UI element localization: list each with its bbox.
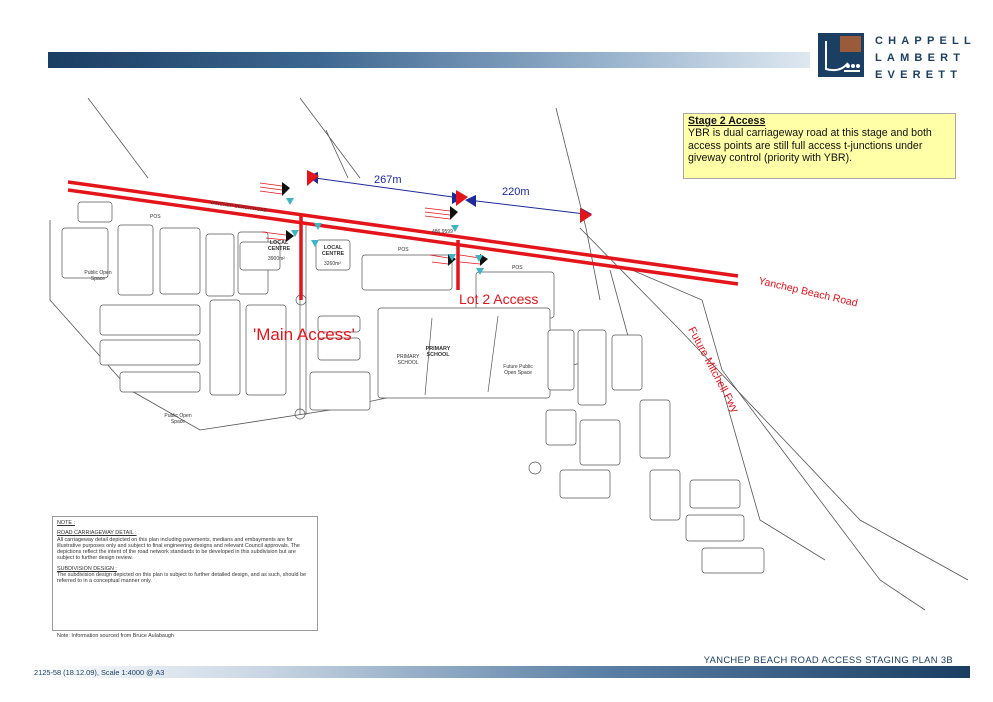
local-centre-area-1: 3900m²: [268, 256, 285, 262]
callout-title: Stage 2 Access: [688, 115, 766, 127]
plan-title: YANCHEP BEACH ROAD ACCESS STAGING PLAN 3B: [703, 654, 953, 665]
subdivision-text: The subdivision design depicted on this plan is subject to further detailed design, and as such, should be referred to in a conceptual manner only.: [57, 572, 307, 585]
road-detail-heading: ROAD CARRIAGEWAY DETAIL :: [57, 530, 137, 537]
logo-word-chappell: CHAPPELL: [875, 35, 976, 47]
yanchep-beach-road-label: Yanchep Beach Road: [757, 275, 859, 310]
future-public-open-space-label: Future Public Open Space: [503, 364, 533, 376]
road-detail-text: All carriageway detail depicted on this plan including pavements, medians and embayments are for illustrative purposes only and subject to final engineering designs and relevant Council approvals. The depictions reflect the intent of the road network standards to be developed in this subdivision but are subject to further design review.: [57, 536, 300, 562]
primary-school-small-label: PRIMARY SCHOOL: [396, 354, 420, 366]
pos-ref-label: 486.9599: [432, 229, 453, 235]
pos-label-3: POS: [512, 265, 523, 271]
future-mitchell-fwy-label: Future Mitchell Fwy: [685, 325, 741, 415]
local-centre-label-2: LOCAL CENTRE: [321, 245, 345, 257]
main-access-label: 'Main Access': [253, 325, 355, 344]
dimension-label-220m: 220m: [502, 186, 530, 198]
pos-label-2: POS: [398, 247, 409, 253]
local-centre-area-2: 3260m²: [324, 261, 341, 267]
notes-heading: NOTE :: [57, 520, 75, 526]
primary-school-label: PRIMARY SCHOOL: [425, 346, 451, 358]
plan-reference: 2125-58 (18.12.09), Scale 1:4000 @ A3: [34, 668, 165, 677]
subdivision-heading: SUBDIVISION DESIGN :: [57, 565, 117, 572]
public-open-space-label-2: Public Open Space: [164, 413, 192, 425]
local-centre-label-1: LOCAL CENTRE: [267, 240, 291, 252]
dimension-arrowheads: [307, 172, 592, 220]
logo-word-lambert: LAMBERT: [875, 52, 966, 64]
lot2-access-label: Lot 2 Access: [459, 291, 539, 307]
source-note: Note: Information sourced from Bruce Aulabaugh: [57, 633, 174, 639]
logo-word-everett: EVERETT: [875, 69, 963, 81]
road-name-label: YANCHEP BEACH ROAD: [209, 200, 268, 215]
dimension-label-267m: 267m: [374, 174, 402, 186]
callout-body: YBR is dual carriageway road at this stage and both access points are still full access t-junctions under giveway control (priority with YBR).: [688, 127, 932, 165]
notes-panel: [52, 516, 318, 631]
stage-2-access-callout: [683, 113, 956, 179]
pos-label-1: POS: [150, 214, 161, 220]
public-open-space-label-1: Public Open Space: [84, 270, 112, 282]
footer-gradient-bar: [30, 666, 970, 678]
